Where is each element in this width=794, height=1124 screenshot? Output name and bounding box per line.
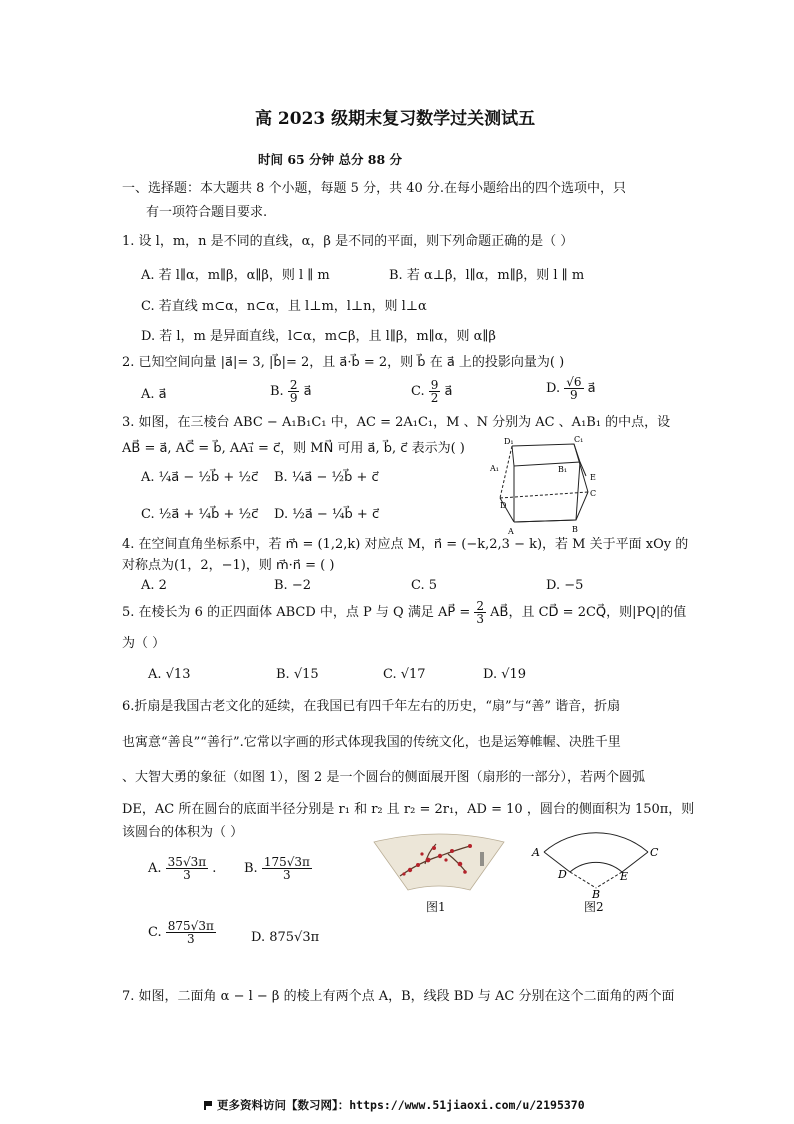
page-title: 高 2023 级期末复习数学过关测试五 bbox=[255, 109, 536, 129]
q6-option-d: D. 875√3π bbox=[251, 930, 320, 945]
q2-stem: 2. 已知空间向量 |a⃗|= 3, |b⃗|= 2，且 a⃗·b⃗ = 2，则 b⃗ 在 a⃗ 上的投影向量为( ) bbox=[122, 355, 565, 370]
section-heading: 一、选择题：本大题共 8 个小题，每题 5 分，共 40 分.在每小题给出的四个选项中，只 bbox=[122, 181, 627, 196]
footer-link[interactable]: 更多资料访问【数习网】：https://www.51jiaoxi.com/u/2195370 bbox=[204, 1097, 585, 1113]
q6-stem-2: 也寓意“善良”“善行”.它常以字画的形式体现我国的传统文化，也是运筹帷幄、决胜千里 bbox=[122, 735, 621, 750]
q3-option-b: B. ¼a⃗ − ½b⃗ + c⃗ bbox=[274, 470, 379, 485]
flag-icon bbox=[204, 1101, 214, 1110]
fig1-caption: 图1 bbox=[426, 900, 446, 914]
q3-option-c: C. ½a⃗ + ¼b⃗ + ½c⃗ bbox=[141, 507, 259, 522]
label-c1: C₁ bbox=[574, 435, 584, 444]
q4-option-c: C. 5 bbox=[411, 578, 438, 593]
label-c: C bbox=[590, 489, 597, 498]
q3-frustum-figure bbox=[486, 434, 602, 538]
q1-option-c: C. 若直线 m⊂α，n⊂α，且 l⊥m，l⊥n，则 l⊥α bbox=[141, 299, 427, 314]
fig2-label-a: A bbox=[532, 846, 540, 859]
q1-stem: 1. 设 l，m，n 是不同的直线，α，β 是不同的平面，则下列命题正确的是（ ） bbox=[122, 234, 574, 249]
label-a1: A₁ bbox=[490, 464, 499, 473]
q5-stem-cont: 为（ ） bbox=[122, 636, 166, 651]
q2-option-c: C. $\frac{9}{2}$ a⃗ bbox=[411, 378, 453, 405]
q5-option-a: A. √13 bbox=[148, 667, 191, 682]
label-d1: D₁ bbox=[504, 437, 514, 446]
q3-option-a: A. ¼a⃗ − ½b⃗ + ½c⃗ bbox=[141, 470, 259, 485]
q4-stem: 4. 在空间直角坐标系中，若 m⃗ = (1,2,k) 对应点 M，n⃗ = (−k,2,3 − k)，若 M 关于平面 xOy 的 bbox=[122, 537, 689, 552]
label-e: E bbox=[590, 473, 596, 482]
q6-option-c: C. $\frac{875√3\pi}{3}$ bbox=[148, 919, 214, 946]
q1-option-b: B. 若 α⊥β，l∥α，m∥β，则 l ∥ m bbox=[389, 268, 585, 283]
fig2-label-e: E bbox=[620, 870, 629, 883]
q5-option-d: D. √19 bbox=[483, 667, 527, 682]
q2-option-b: B. $\frac{2}{9}$ a⃗ bbox=[270, 378, 312, 405]
q3-option-d: D. ½a⃗ − ¼b⃗ + c⃗ bbox=[274, 507, 380, 522]
exam-info: 时间 65 分钟 总分 88 分 bbox=[258, 152, 403, 167]
q6-stem-1: 6.折扇是我国古老文化的延续，在我国已有四千年左右的历史，“扇”与“善” 谐音，折扇 bbox=[122, 699, 621, 714]
label-b: B bbox=[572, 525, 578, 534]
label-b1: B₁ bbox=[558, 465, 568, 474]
q6-stem-3: 、大智大勇的象征（如图 1），图 2 是一个圆台的侧面展开图（扇形的一部分），若两个圆弧 bbox=[122, 770, 645, 785]
q6-stem-5: 该圆台的体积为（ ） bbox=[122, 825, 244, 840]
fan-painting-figure bbox=[370, 832, 508, 894]
q5-option-b: B. √15 bbox=[276, 667, 319, 682]
annular-sector-figure bbox=[524, 818, 670, 898]
q4-option-d: D. −5 bbox=[546, 578, 584, 593]
q2-option-d: D. $\frac{√6}{9}$ a⃗ bbox=[546, 375, 596, 402]
fig2-label-d: D bbox=[558, 868, 567, 881]
q5-stem: 5. 在棱长为 6 的正四面体 ABCD 中，点 P 与 Q 满足 AP⃗ = $\frac{2}{3}$ AB⃗，且 CD⃗ = 2CQ⃗，则|PQ|的值 bbox=[122, 599, 687, 626]
q3-stem: 3. 如图，在三棱台 ABC − A₁B₁C₁ 中，AC = 2A₁C₁，M 、N 分别为 AC 、A₁B₁ 的中点，设 bbox=[122, 415, 671, 430]
fig2-label-b: B bbox=[592, 888, 601, 898]
label-a: A bbox=[508, 527, 514, 536]
q7-stem: 7. 如图，二面角 α − l − β 的棱上有两个点 A，B，线段 BD 与 AC 分别在这个二面角的两个面 bbox=[122, 989, 675, 1004]
fig2-label-c: C bbox=[650, 846, 659, 859]
q1-option-a: A. 若 l∥α，m∥β，α∥β，则 l ∥ m bbox=[141, 268, 330, 283]
q4-stem-cont: 对称点为(1，2，−1)，则 m⃗·n⃗ = ( ) bbox=[122, 558, 335, 573]
q4-option-b: B. −2 bbox=[274, 578, 311, 593]
q1-option-d: D. 若 l，m 是异面直线，l⊂α，m⊂β，且 l∥β，m∥α，则 α∥β bbox=[141, 329, 496, 344]
q2-option-a: A. a⃗ bbox=[141, 387, 167, 402]
q6-stem-4: DE，AC 所在圆台的底面半径分别是 r₁ 和 r₂ 且 r₂ = 2r₁，AD = 10 ，圆台的侧面积为 150π，则 bbox=[122, 802, 695, 817]
q4-option-a: A. 2 bbox=[141, 578, 167, 593]
q6-option-a: A. $\frac{35√3\pi}{3}$ . bbox=[148, 855, 217, 882]
label-d: D bbox=[500, 501, 507, 510]
section-heading-cont: 有一项符合题目要求. bbox=[146, 205, 268, 220]
fig2-caption: 图2 bbox=[584, 900, 604, 914]
q3-stem-cont: AB⃗ = a⃗, AC⃗ = b⃗, AA₁⃗ = c⃗，则 MN⃗ 可用 a⃗, b⃗, c⃗ 表示为( ) bbox=[122, 441, 465, 456]
q6-option-b: B. $\frac{175√3\pi}{3}$ bbox=[244, 855, 310, 882]
q5-option-c: C. √17 bbox=[383, 667, 426, 682]
